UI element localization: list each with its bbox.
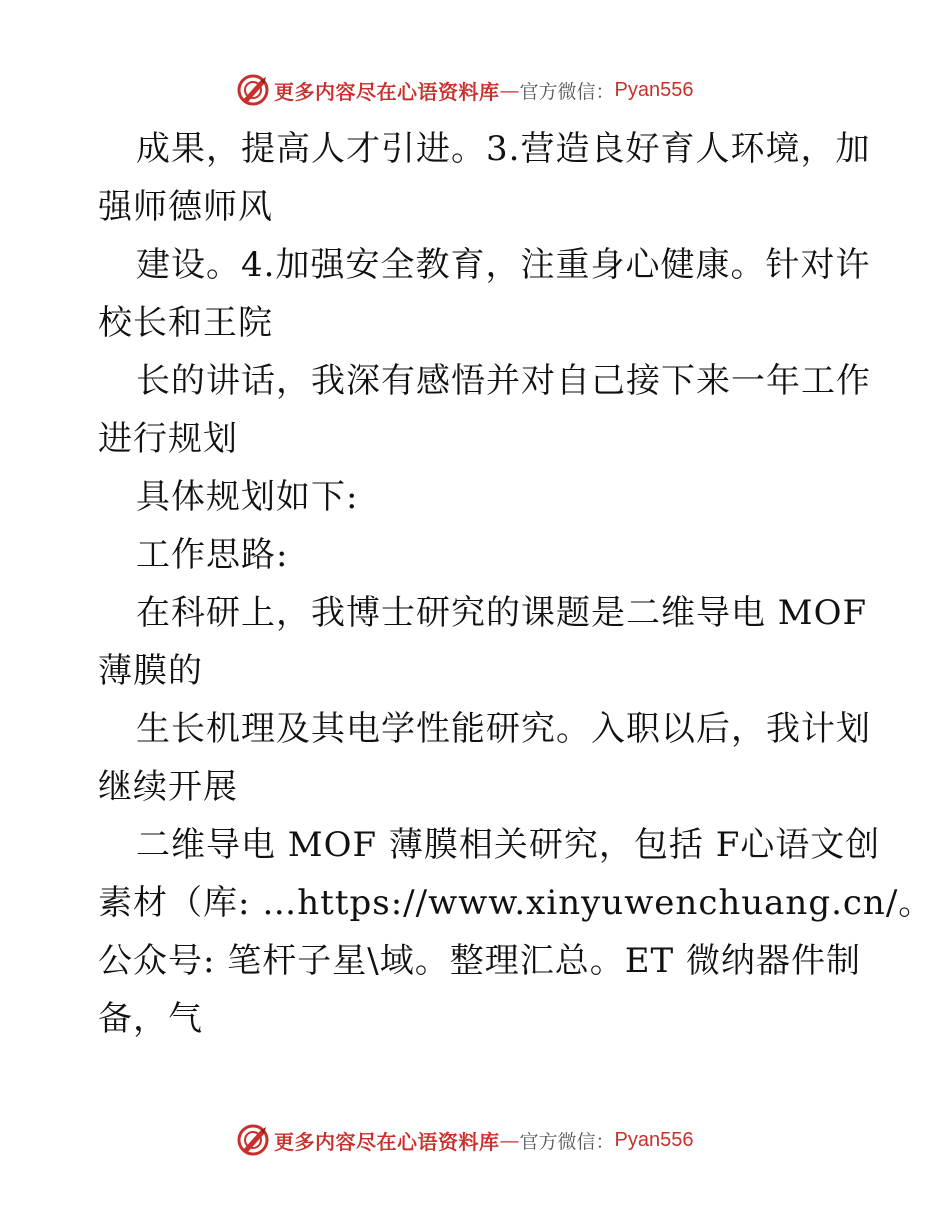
brand-logo-icon	[236, 1123, 270, 1157]
body-line: 校长和王院	[98, 303, 273, 343]
banner-separator: —	[499, 1128, 520, 1152]
body-line: 素材（库: …https://www.xinyuwenchuang.cn/。	[98, 883, 934, 923]
wechat-id: Pyan556	[614, 1128, 694, 1151]
body-line: 公众号: 笔杆子星\域。整理汇总。ET 微纳器件制	[98, 941, 862, 981]
body-line: 进行规划	[98, 419, 238, 459]
body-line: 二维导电 MOF 薄膜相关研究，包括 F心语文创	[136, 825, 881, 865]
document-body	[98, 120, 934, 1048]
wechat-id: Pyan556	[614, 78, 694, 101]
body-line: 建设。4.加强安全教育，注重身心健康。针对许	[136, 245, 871, 285]
banner-text: 更多内容尽在心语资料库	[274, 1129, 500, 1154]
header-banner	[236, 72, 716, 108]
brand-logo-icon	[236, 73, 270, 107]
body-line: 强师德师风	[98, 187, 273, 227]
banner-separator: —	[499, 78, 520, 102]
body-line: 在科研上，我博士研究的课题是二维导电 MOF	[136, 593, 868, 633]
body-line: 成果，提高人才引进。3.营造良好育人环境，加	[136, 129, 871, 169]
body-line: 生长机理及其电学性能研究。入职以后，我计划	[136, 709, 871, 749]
body-line: 具体规划如下:	[136, 477, 359, 517]
body-line: 备，气	[98, 999, 203, 1039]
body-line: 薄膜的	[98, 651, 203, 691]
body-line: 工作思路:	[136, 535, 289, 575]
wechat-label: 官方微信：	[519, 80, 615, 103]
wechat-label: 官方微信：	[519, 1130, 615, 1153]
body-line: 继续开展	[98, 767, 238, 807]
footer-banner	[236, 1122, 716, 1158]
banner-text: 更多内容尽在心语资料库	[274, 79, 500, 104]
body-line: 长的讲话，我深有感悟并对自己接下来一年工作	[136, 361, 871, 401]
